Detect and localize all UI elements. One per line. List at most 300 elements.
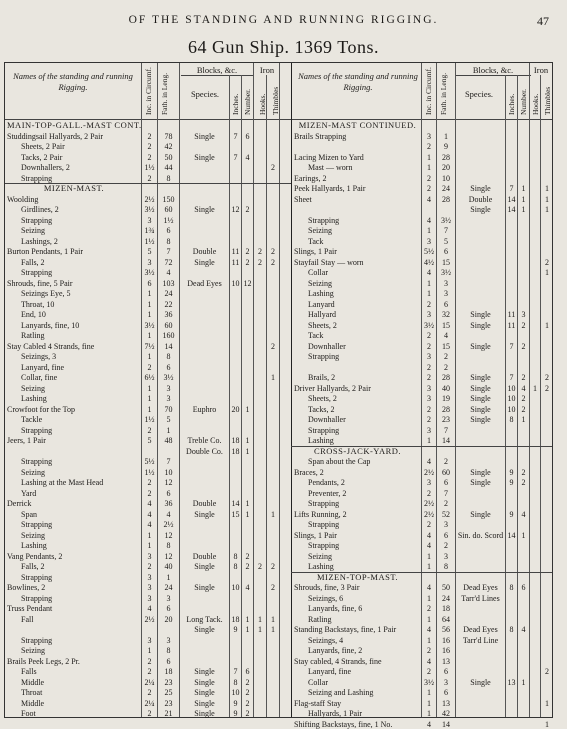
block-inches: 14 — [507, 194, 516, 204]
length: 19 — [442, 394, 450, 403]
block-inches: 10 — [507, 383, 516, 393]
rigging-name: Seizing and Lashing — [308, 688, 374, 697]
rigging-name: Middle — [21, 677, 45, 687]
rigging-name: Strapping — [21, 457, 53, 466]
block-inches: 11 — [507, 310, 516, 319]
length: 60 — [164, 205, 173, 214]
block-species: Sin. do. Scord — [457, 530, 504, 540]
length: 40 — [164, 562, 173, 571]
rigging-name: Preventer, 2 — [308, 488, 347, 498]
rigging-name: Seizing — [21, 646, 45, 655]
blocks-rule-left — [181, 75, 253, 76]
length: 5 — [444, 236, 448, 246]
rigging-name: Braces, 2 — [294, 467, 324, 477]
circumference: 5½ — [144, 457, 155, 466]
block-species: Single — [194, 257, 215, 267]
rigging-name: Span about the Cap — [308, 457, 371, 466]
circumference: 1 — [427, 152, 431, 162]
circumference: 1 — [427, 688, 431, 697]
block-number: 2 — [245, 551, 250, 561]
rigging-name: Burton Pendants, 1 Pair — [7, 247, 83, 256]
block-number: 2 — [521, 341, 526, 351]
length: 2 — [444, 499, 448, 508]
rigging-name: Strapping — [21, 173, 53, 183]
circumference: 1 — [427, 562, 431, 571]
length: 42 — [164, 142, 173, 151]
circumference: 4 — [147, 604, 152, 613]
circumference: 1 — [427, 635, 431, 645]
rigging-name: Seizing — [308, 551, 332, 561]
rigging-name: Falls — [21, 667, 37, 676]
block-inches: 11 — [231, 257, 240, 267]
circumference: 2 — [427, 362, 431, 372]
length: 7 — [444, 488, 448, 498]
circumference: 1 — [427, 593, 431, 603]
length: 7 — [444, 425, 448, 435]
block-species: Dead Eyes — [187, 278, 222, 288]
circumference: 1½ — [144, 163, 155, 172]
rigging-name: Stay cabled, 4 Strands, fine — [294, 656, 382, 666]
length: 150 — [162, 194, 175, 204]
circumference: 2 — [147, 488, 152, 498]
circumference: 5 — [147, 247, 152, 256]
length: 24 — [442, 593, 450, 603]
length: 13 — [442, 698, 450, 708]
circumference: 2 — [427, 646, 431, 655]
circumference: 2½ — [144, 194, 155, 204]
length: 21 — [164, 709, 173, 718]
length: 15 — [442, 257, 450, 267]
rigging-name: Brails Strapping — [294, 131, 347, 141]
circumference: 4 — [427, 719, 431, 729]
iron-thimbles: 1 — [545, 698, 549, 708]
length: 36 — [164, 499, 173, 508]
iron-thimbles: 2 — [545, 257, 549, 267]
hooks-header-right: Hooks. — [531, 93, 540, 115]
inches-header-left: Inches. — [231, 93, 240, 115]
names-header-left: Names of the standing and running Rigging. — [13, 71, 133, 92]
block-species: Single — [470, 415, 491, 424]
rigging-name: Collar, fine — [21, 373, 58, 382]
circumference: 2¼ — [144, 677, 155, 687]
block-species: Double — [468, 194, 493, 204]
circumference: 2 — [147, 688, 152, 697]
block-species: Single — [470, 509, 491, 519]
iron-hooks: 1 — [533, 383, 537, 393]
block-species: Single — [470, 310, 491, 319]
block-inches: 18 — [231, 436, 240, 445]
length: 8 — [166, 173, 171, 183]
length-header-right: Fath. in Leng. — [439, 72, 448, 115]
circumference: 5½ — [424, 247, 434, 256]
rigging-name: Derrick — [7, 499, 32, 508]
rigging-name: Strapping — [21, 635, 53, 645]
block-number: 1 — [521, 205, 526, 214]
circumference: 1 — [147, 383, 152, 393]
block-species: Single — [194, 688, 215, 697]
iron-thimbles: 1 — [545, 320, 549, 330]
circumference: 3 — [427, 310, 431, 319]
circumference: 5 — [147, 436, 152, 445]
block-number: 1 — [521, 194, 526, 204]
block-species: Single — [194, 698, 215, 708]
circumference: 4 — [147, 520, 152, 529]
rigging-name: Vang Pendants, 2 — [7, 551, 63, 561]
iron-header-left: Iron — [259, 65, 275, 75]
circumference: 2 — [427, 520, 431, 529]
block-inches: 15 — [231, 509, 240, 519]
length: 4 — [166, 509, 171, 519]
iron-hooks: 1 — [258, 625, 262, 634]
circumference: 3 — [147, 215, 152, 225]
circumference: 1 — [427, 226, 431, 235]
rigging-name: Seizing — [21, 467, 45, 477]
rigging-name: Middle — [21, 698, 45, 708]
block-number: 1 — [521, 677, 526, 687]
length: 1 — [166, 572, 171, 582]
block-species: Single — [470, 467, 491, 477]
rigging-name: Hallyards, 1 Pair — [308, 709, 362, 718]
block-number: 2 — [521, 394, 526, 403]
rigging-name: Stay Cabled 4 Strands, fine — [7, 341, 95, 351]
iron-thimbles: 2 — [271, 341, 275, 351]
length: 14 — [442, 719, 450, 729]
iron-thimbles: 2 — [271, 562, 275, 571]
section-heading: MAIN-TOP-GALL.-MAST CONT. — [7, 120, 142, 130]
circumference: 1½ — [144, 467, 155, 477]
rigging-name: Throat, 10 — [21, 299, 55, 309]
block-number: 4 — [521, 383, 526, 393]
block-number: 4 — [245, 583, 250, 592]
block-inches: 7 — [233, 152, 238, 162]
circumference: 1 — [427, 436, 431, 445]
length: 50 — [442, 583, 450, 592]
rigging-name: Strapping — [21, 215, 53, 225]
block-inches: 8 — [233, 677, 238, 687]
thimbles-header-left: Thimbles — [271, 86, 280, 115]
length: 6 — [444, 667, 448, 676]
length: 50 — [164, 152, 173, 162]
block-inches: 9 — [509, 467, 514, 477]
block-number: 1 — [245, 509, 250, 519]
block-number: 1 — [245, 404, 250, 414]
block-number: 1 — [245, 499, 250, 508]
circumference: 3½ — [424, 677, 434, 687]
length: 15 — [442, 320, 450, 330]
rigging-name: Earings, 2 — [294, 173, 327, 183]
rigging-name: Pendants, 2 — [308, 478, 345, 487]
rigging-name: Sheets, 2 — [308, 320, 337, 330]
iron-thimbles: 2 — [271, 163, 275, 172]
block-inches: 14 — [507, 530, 516, 540]
iron-thimbles: 1 — [545, 205, 549, 214]
rigging-name: Strapping — [308, 215, 340, 225]
rigging-name: Lashing — [308, 436, 334, 445]
length: 7 — [166, 247, 171, 256]
col-rule — [540, 75, 541, 717]
rigging-name: Studdingsail Hallyards, 2 Pair — [7, 131, 103, 141]
circumference: 3 — [427, 236, 431, 246]
block-inches: 18 — [231, 614, 240, 624]
length: 3 — [444, 677, 448, 687]
rigging-name: Lacing Mizen to Yard — [294, 152, 364, 162]
circumference: 1 — [427, 289, 431, 298]
rigging-name: Strapping — [21, 572, 53, 582]
length: 8 — [166, 646, 171, 655]
block-inches: 18 — [231, 446, 240, 456]
length: 8 — [166, 236, 171, 246]
block-species: Single — [470, 404, 491, 414]
rigging-name: Fall — [21, 614, 34, 624]
block-number: 2 — [245, 698, 250, 708]
length: 14 — [164, 341, 173, 351]
circumference: 1 — [147, 331, 152, 340]
circumference: 1 — [147, 530, 152, 540]
rigging-name: Strapping — [21, 268, 53, 277]
block-number: 2 — [245, 257, 250, 267]
length-header-left: Fath. in Leng. — [160, 72, 169, 115]
iron-thimbles: 1 — [271, 373, 275, 382]
rigging-name: Shrouds, fine, 3 Pair — [294, 583, 360, 592]
rigging-name: End, 10 — [21, 310, 46, 319]
rigging-name: Downhaller — [308, 341, 346, 351]
length: 48 — [164, 436, 173, 445]
block-species: Single — [194, 667, 215, 676]
circumference: 2 — [427, 341, 431, 351]
rigging-name: Tack — [308, 331, 324, 340]
block-number: 1 — [245, 625, 250, 634]
length: 3 — [444, 289, 448, 298]
rigging-name: Seizing — [21, 226, 45, 235]
circumference: 2 — [147, 425, 152, 435]
rigging-name: Foot — [21, 709, 36, 718]
block-species: Single — [470, 205, 491, 214]
length: 28 — [442, 194, 450, 204]
length: 3 — [166, 635, 171, 645]
circumference: 3 — [147, 551, 152, 561]
length: 44 — [164, 163, 173, 172]
circumference: 2 — [427, 604, 431, 613]
block-inches: 7 — [233, 667, 238, 676]
block-species: Single — [194, 509, 215, 519]
length: 1 — [166, 425, 171, 435]
rigging-name: Sheets, 2 Pair — [21, 142, 65, 151]
block-species: Single — [470, 394, 491, 403]
rigging-name: Lashings, 2 — [21, 236, 58, 246]
circumference: 2 — [147, 152, 152, 162]
circumference: 1 — [147, 289, 152, 298]
circumference: 2 — [147, 656, 152, 666]
length: 6 — [166, 488, 171, 498]
circumference: 2 — [427, 142, 431, 151]
length: 64 — [442, 614, 450, 624]
block-species: Single — [194, 562, 215, 571]
block-inches: 8 — [509, 415, 514, 424]
circumference: 1½ — [144, 236, 155, 246]
length: 12 — [164, 530, 173, 540]
circumference: 4 — [147, 509, 152, 519]
circumference: 3 — [147, 635, 152, 645]
block-inches: 14 — [231, 499, 240, 508]
rigging-name: Jeers, 1 Pair — [7, 436, 46, 445]
iron-header-right: Iron — [533, 65, 549, 75]
circumference: 4½ — [424, 257, 434, 267]
circumference: 4 — [427, 656, 431, 666]
rigging-name: Seizing — [21, 530, 45, 540]
rigging-name: Sheets, 2 — [308, 394, 337, 403]
circumference: 1 — [427, 614, 431, 624]
iron-thimbles: 2 — [545, 383, 549, 393]
block-species: Double Co. — [186, 446, 223, 456]
rigging-name: Downhaller — [308, 415, 346, 424]
iron-thimbles: 1 — [545, 194, 549, 204]
block-species: Single — [470, 478, 491, 487]
rigging-name: Tackle — [21, 415, 43, 424]
iron-thimbles: 1 — [545, 268, 549, 277]
length: 3 — [166, 383, 171, 393]
iron-thimbles: 2 — [271, 247, 275, 256]
block-number: 2 — [521, 320, 526, 330]
block-inches: 12 — [231, 205, 240, 214]
iron-hooks: 2 — [258, 257, 262, 267]
block-species: Double — [192, 551, 217, 561]
circumference: 4 — [427, 530, 431, 540]
rigging-name: Lashing — [308, 562, 334, 571]
rigging-name: Bowlines, 2 — [7, 583, 46, 592]
block-number: 1 — [245, 614, 250, 624]
circumference: 2½ — [424, 509, 434, 519]
rigging-name: Lanyards, fine, 10 — [21, 320, 80, 330]
circumference: 2 — [147, 131, 152, 141]
length: 9 — [444, 142, 448, 151]
circumference: 3½ — [144, 268, 155, 277]
rigging-name: Tack — [308, 236, 324, 246]
circumference: 7½ — [144, 341, 155, 351]
rigging-name: Throat — [21, 688, 43, 697]
length: 2½ — [163, 520, 174, 529]
circumference: 3 — [147, 583, 152, 592]
length: 160 — [162, 331, 175, 340]
circumference: 3 — [427, 425, 431, 435]
block-number: 2 — [521, 404, 526, 414]
inches-header-right: Inches. — [507, 93, 516, 115]
length: 3 — [444, 278, 448, 288]
rigging-table — [4, 62, 553, 729]
circumference: 3 — [427, 383, 431, 393]
block-species: Single — [470, 373, 491, 382]
length: 23 — [442, 415, 450, 424]
rigging-name: Strapping — [308, 352, 340, 361]
circumference: 2 — [147, 562, 152, 571]
rigging-name: Brails Peek Legs, 2 Pr. — [7, 656, 80, 666]
circumference: 2 — [427, 299, 431, 309]
iron-thimbles: 2 — [545, 373, 549, 382]
block-inches: 8 — [233, 562, 238, 571]
circumference: 4 — [427, 268, 431, 277]
rigging-name: Driver Hallyards, 2 Pair — [294, 383, 371, 393]
block-number: 2 — [245, 709, 250, 718]
block-species: Single — [194, 583, 215, 592]
block-species: Long Tack. — [186, 614, 223, 624]
circumference: 2 — [427, 488, 431, 498]
circumference: 1 — [147, 310, 152, 319]
circumference: 3½ — [424, 320, 434, 330]
length: 70 — [164, 404, 173, 414]
block-number: 2 — [245, 205, 250, 214]
iron-hooks: 2 — [258, 247, 262, 256]
circumference: 1 — [147, 646, 152, 655]
length: 60 — [164, 320, 173, 330]
circumference: 2½ — [424, 499, 434, 508]
length: 2 — [444, 457, 448, 466]
block-inches: 14 — [507, 205, 516, 214]
block-species: Single — [194, 152, 215, 162]
circumference: 3½ — [144, 205, 155, 214]
length: 10 — [164, 467, 173, 477]
block-species: Single — [470, 184, 491, 193]
rigging-name: Collar — [308, 268, 328, 277]
rigging-name: Strapping — [21, 593, 53, 603]
circumference: 1 — [147, 541, 152, 550]
iron-thimbles: 1 — [271, 625, 275, 634]
rigging-name: Seizing — [21, 383, 45, 393]
rigging-name: Crowfoot for the Top — [7, 404, 75, 414]
length: 13 — [442, 656, 450, 666]
rigging-name: Seizings Eye, 5 — [21, 289, 71, 298]
circumference: 3 — [147, 572, 152, 582]
rigging-name: Seizing — [308, 278, 332, 288]
block-inches: 11 — [231, 247, 240, 256]
circumference: 4 — [147, 499, 152, 508]
section-heading: MIZEN-MAST CONTINUED. — [298, 120, 417, 130]
block-inches: 9 — [509, 509, 514, 519]
circumference: 4 — [427, 194, 431, 204]
circumference: 2 — [147, 142, 152, 151]
length: 20 — [442, 163, 450, 172]
block-number: 2 — [521, 478, 526, 487]
rigging-name: Lanyard, fine — [21, 362, 65, 372]
block-species: Dead Eyes — [463, 583, 498, 592]
block-number: 1 — [521, 184, 526, 193]
blocks-rule-right — [455, 75, 531, 76]
rigging-name: Lashing — [21, 541, 47, 550]
circumference: 3 — [427, 394, 431, 403]
block-number: 2 — [521, 373, 526, 382]
length: 8 — [166, 352, 171, 361]
block-inches: 9 — [509, 478, 514, 487]
rigging-name: Slings, 1 Pair — [294, 247, 337, 256]
iron-thimbles: 2 — [271, 257, 275, 267]
iron-thimbles: 1 — [271, 614, 275, 624]
length: 18 — [164, 667, 173, 676]
length: 8 — [444, 562, 448, 571]
block-inches: 7 — [509, 184, 514, 193]
length: 42 — [442, 709, 450, 718]
circumference: 2 — [427, 667, 431, 676]
names-header-right: Names of the standing and running Rigging. — [298, 71, 418, 92]
circumference: 3 — [147, 257, 152, 267]
rigging-name: Flag-staff Stay — [294, 698, 342, 708]
block-number: 12 — [243, 278, 252, 288]
table-title: 64 Gun Ship. 1369 Tons. — [188, 37, 379, 57]
section-heading: MIZEN-TOP-MAST. — [316, 571, 399, 582]
block-species: Dead Eyes — [463, 625, 498, 634]
block-number: 1 — [521, 530, 526, 540]
length: 1 — [444, 131, 448, 141]
circumference: 1 — [427, 698, 431, 708]
rigging-name: Strapping — [21, 425, 53, 435]
rigging-name: Truss Pendant — [7, 604, 53, 613]
